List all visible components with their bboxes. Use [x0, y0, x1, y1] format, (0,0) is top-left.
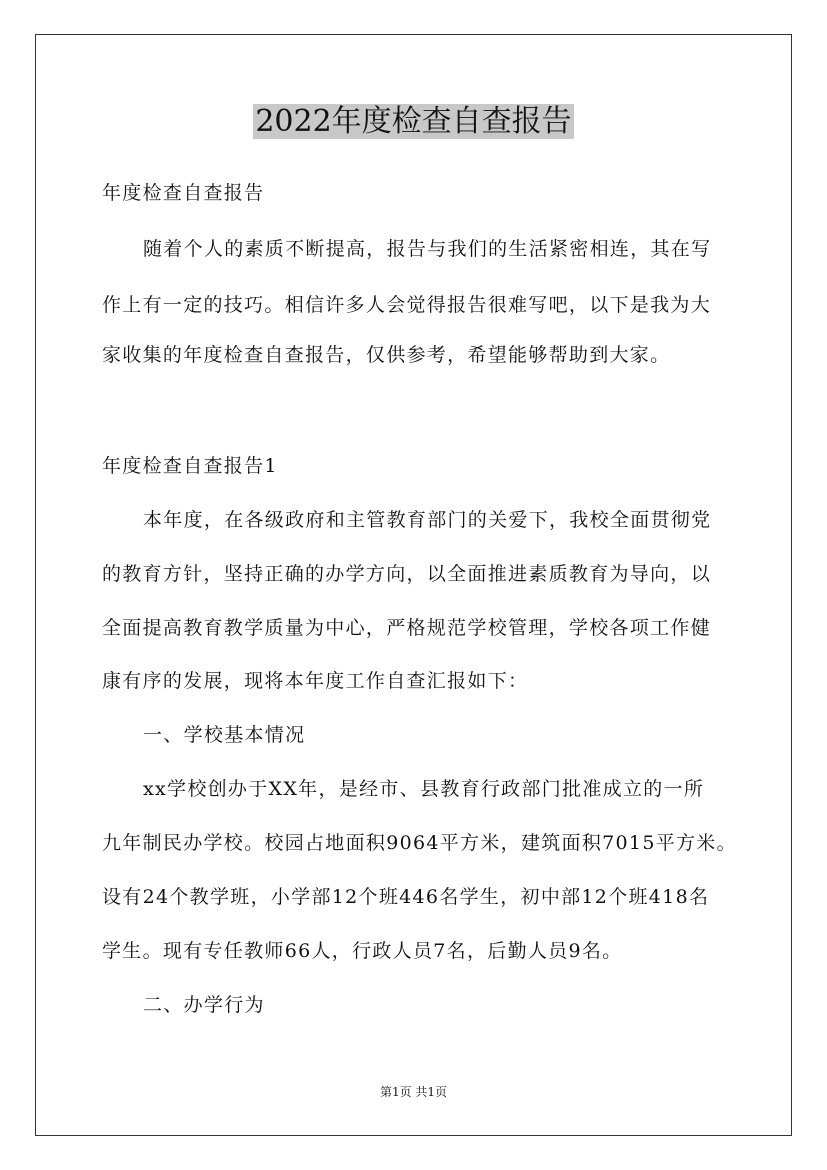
paragraph-line: 本年度，在各级政府和主管教育部门的关爱下，我校全面贯彻党	[143, 509, 712, 531]
subsection-heading: 一、学校基本情况	[143, 724, 306, 746]
subsection-heading: 二、办学行为	[143, 994, 265, 1016]
paragraph-line: 全面提高教育教学质量为中心，严格规范学校管理，学校各项工作健	[102, 617, 712, 639]
paragraph-line: xx学校创办于XX年，是经市、县教育行政部门批准成立的一所	[143, 778, 705, 800]
paragraph-line: 家收集的年度检查自查报告，仅供参考，希望能够帮助到大家。	[102, 344, 671, 366]
paragraph-line: 随着个人的素质不断提高，报告与我们的生活紧密相连，其在写	[143, 238, 712, 260]
paragraph-line: 康有序的发展，现将本年度工作自查汇报如下：	[102, 670, 529, 692]
paragraph-line: 九年制民办学校。校园占地面积9064平方米，建筑面积7015平方米。	[102, 832, 737, 854]
page-footer: 第1页 共1页	[379, 1085, 448, 1099]
document-title	[0, 100, 827, 144]
paragraph-line: 的教育方针，坚持正确的办学方向，以全面推进素质教育为导向，以	[102, 563, 712, 585]
section-heading: 年度检查自查报告1	[102, 455, 278, 477]
paragraph-line: 学生。现有专任教师66人，行政人员7名，后勤人员9名。	[102, 940, 623, 962]
section-heading: 年度检查自查报告	[102, 182, 265, 204]
document-title-text: 2022年度检查自查报告	[255, 104, 572, 139]
paragraph-line: 设有24个教学班，小学部12个班446名学生，初中部12个班418名	[102, 886, 710, 908]
paragraph-line: 作上有一定的技巧。相信许多人会觉得报告很难写吧，以下是我为大	[102, 294, 712, 316]
